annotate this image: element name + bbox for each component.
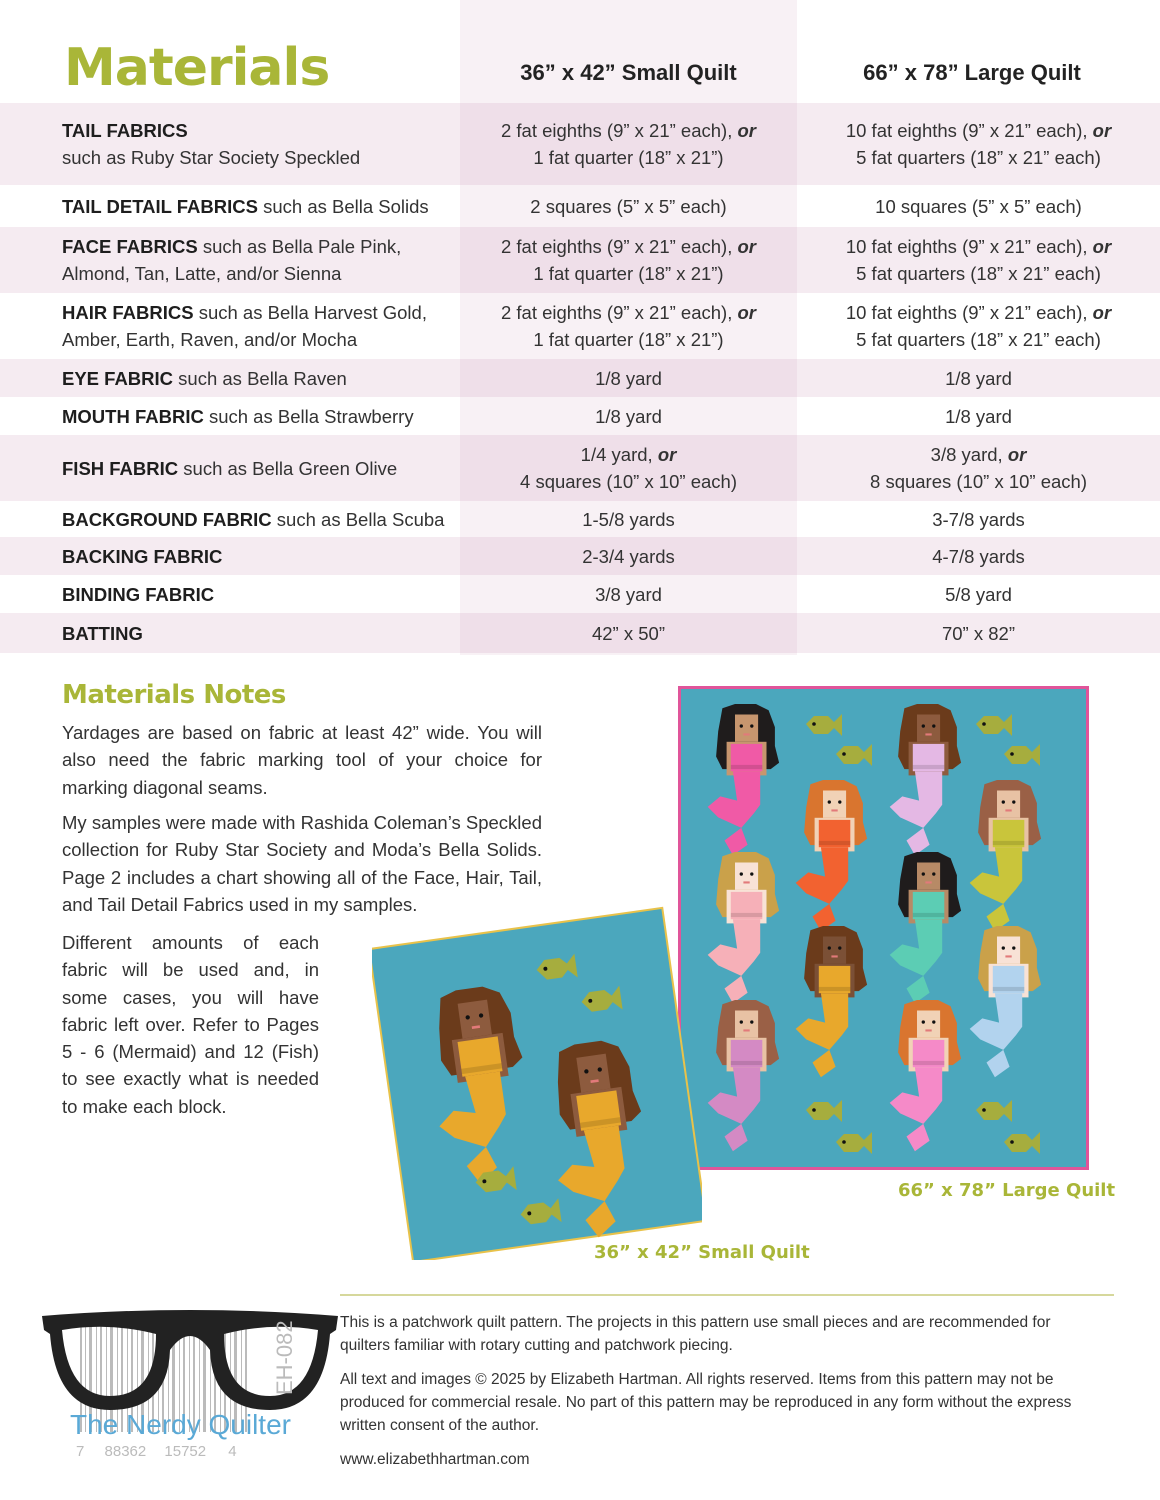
table-row	[0, 185, 1160, 227]
material-name-cell	[0, 620, 460, 647]
amount-text: 2-3/4 yards	[582, 545, 675, 567]
amount-cell-small	[460, 359, 797, 397]
amount-text: 1/8 yard	[595, 405, 662, 427]
material-name: MOUTH FABRIC	[62, 405, 204, 427]
amount-text: 5 fat quarters (18” x 21” each)	[856, 147, 1101, 168]
svg-text:The Nerdy Quilter: The Nerdy Quilter	[70, 1409, 291, 1440]
material-name: BACKGROUND FABRIC	[62, 508, 272, 530]
material-name-cell	[0, 365, 460, 392]
amount-text: 5 fat quarters (18” x 21” each)	[856, 329, 1101, 350]
amount-cell-large	[797, 193, 1160, 220]
footer-copyright: All text and images © 2025 by Elizabeth Hartman. All rights reserved. Items from this pattern may not be produced for commercial resale. No part of this pattern may be reproduced in any form without the express written consent of the author.	[340, 1371, 1072, 1434]
amount-text: 2 squares (5” x 5” each)	[530, 195, 727, 217]
amount-text: 1/8 yard	[945, 367, 1012, 389]
or-text: or	[737, 120, 756, 141]
amount-cell-small	[460, 435, 797, 501]
small-quilt-caption: 36” x 42” Small Quilt	[594, 1242, 810, 1263]
material-name: BACKING FABRIC	[62, 545, 223, 567]
material-name: HAIR FABRICS	[62, 302, 194, 323]
material-name: TAIL DETAIL FABRICS	[62, 195, 258, 217]
footer-url[interactable]: www.elizabethhartman.com	[340, 1451, 530, 1468]
amount-text: 1/8 yard	[595, 367, 662, 389]
amount-cell-large	[797, 403, 1160, 430]
material-name: FISH FABRIC	[62, 457, 179, 479]
amount-cell-large	[797, 299, 1160, 353]
material-name-cell	[0, 117, 460, 171]
amount-text: 3/8 yard,	[930, 444, 1008, 465]
footer-divider	[340, 1294, 1114, 1296]
amount-cell-small	[460, 575, 797, 613]
material-note: such as Bella Green Olive	[178, 457, 398, 479]
materials-table	[0, 103, 1160, 653]
material-note: such as Bella Pale Pink, Almond, Tan, Latte, and/or Sienna	[62, 236, 402, 284]
amount-cell-large	[797, 581, 1160, 608]
material-note: such as Bella Solids	[257, 195, 429, 217]
amount-cell-small	[460, 397, 797, 435]
amount-text: 5 fat quarters (18” x 21” each)	[856, 263, 1101, 284]
notes-paragraph-3: Different amounts of each fabric will be used and, in some cases, you will have fabric left over. Refer to Pages 5 - 6 (Mermaid) and 12 (Fish) to see exactly what is needed to make each block.	[62, 932, 319, 1117]
material-note: such as Ruby Star Society Speckled	[62, 147, 361, 168]
material-note: such as Bella Strawberry	[203, 405, 414, 427]
amount-cell-large	[797, 620, 1160, 647]
amount-cell-small	[460, 227, 797, 293]
material-name-cell	[0, 193, 460, 220]
amount-text: 2 fat eighths (9” x 21” each),	[500, 236, 738, 257]
amount-text: 42” x 50”	[591, 622, 665, 644]
amount-cell-large	[797, 441, 1160, 495]
material-name-cell	[0, 233, 460, 287]
amount-text: 2 fat eighths (9” x 21” each),	[500, 120, 738, 141]
amount-text: 8 squares (10” x 10” each)	[870, 471, 1087, 492]
material-name: BINDING FABRIC	[62, 583, 215, 605]
or-text: or	[657, 444, 677, 465]
notes-paragraph-1: Yardages are based on fabric at least 42” wide. You will also need the fabric marking tool of your choice for marking diagonal seams.	[62, 722, 542, 798]
table-row	[0, 359, 1160, 397]
table-row	[0, 501, 1160, 537]
amount-cell-large	[797, 506, 1160, 533]
large-quilt-image	[678, 686, 1089, 1170]
or-text: or	[1092, 120, 1112, 141]
footer-disclaimer: This is a patchwork quilt pattern. The projects in this pattern use small pieces and are recommended for quilters familiar with rotary cutting and patchwork piecing.	[340, 1314, 1051, 1354]
table-row	[0, 537, 1160, 575]
amount-cell-small	[460, 293, 797, 359]
svg-text:EH-082: EH-082	[272, 1320, 297, 1395]
material-name-cell	[0, 543, 460, 570]
page-title: Materials	[64, 38, 330, 98]
amount-text: 1/8 yard	[945, 405, 1012, 427]
amount-cell-small	[460, 501, 797, 537]
small-quilt-image	[372, 900, 702, 1260]
amount-cell-small	[460, 537, 797, 575]
or-text: or	[1092, 302, 1112, 323]
table-row	[0, 613, 1160, 653]
amount-text: 4-7/8 yards	[932, 545, 1025, 567]
material-name-cell	[0, 299, 460, 353]
amount-cell-large	[797, 117, 1160, 171]
material-note: such as Bella Harvest Gold, Amber, Earth, Raven, and/or Mocha	[62, 302, 427, 350]
table-row	[0, 227, 1160, 293]
amount-text: 70” x 82”	[941, 622, 1015, 644]
amount-cell-small	[460, 103, 797, 185]
material-name-cell	[0, 403, 460, 430]
table-row	[0, 397, 1160, 435]
amount-text: 3-7/8 yards	[932, 508, 1025, 530]
material-name: FACE FABRICS	[62, 236, 198, 257]
large-quilt-caption: 66” x 78” Large Quilt	[898, 1180, 1116, 1201]
or-text: or	[1092, 236, 1112, 257]
or-text: or	[1007, 444, 1027, 465]
amount-text: 2 fat eighths (9” x 21” each),	[500, 302, 738, 323]
material-name-cell	[0, 455, 460, 482]
amount-text: 3/8 yard	[595, 583, 662, 605]
amount-cell-large	[797, 365, 1160, 392]
amount-text: 1 fat quarter (18” x 21”)	[533, 329, 724, 350]
material-name: TAIL FABRICS	[62, 120, 188, 141]
material-note: such as Bella Raven	[173, 367, 347, 389]
amount-text: 1-5/8 yards	[582, 508, 675, 530]
material-name-cell	[0, 506, 460, 533]
table-row	[0, 435, 1160, 501]
amount-cell-small	[460, 613, 797, 653]
column-header-large: 66” x 78” Large Quilt	[863, 60, 1081, 85]
material-name: BATTING	[62, 622, 143, 644]
amount-cell-large	[797, 233, 1160, 287]
amount-text: 5/8 yard	[945, 583, 1012, 605]
svg-text:7 88362 15752: 7 88362 15752 4	[76, 1443, 237, 1460]
amount-cell-small	[460, 185, 797, 227]
table-row	[0, 103, 1160, 185]
amount-text: 1 fat quarter (18” x 21”)	[533, 263, 724, 284]
or-text: or	[737, 236, 756, 257]
amount-text: 10 fat eighths (9” x 21” each),	[845, 120, 1093, 141]
amount-text: 1 fat quarter (18” x 21”)	[533, 147, 724, 168]
amount-text: 10 fat eighths (9” x 21” each),	[845, 236, 1093, 257]
table-row	[0, 575, 1160, 613]
notes-paragraph-2: My samples were made with Rashida Coleman’s Speckled collection for Ruby Star Society and Moda’s Bella Solids. Page 2 includes a chart showing all of the Face, Hair, Tail, and Tail Detail Fabrics used in my samples.	[62, 812, 542, 915]
or-text: or	[737, 302, 756, 323]
material-name: EYE FABRIC	[62, 367, 174, 389]
amount-text: 4 squares (10” x 10” each)	[520, 471, 737, 492]
notes-heading: Materials Notes	[62, 680, 286, 710]
table-row	[0, 293, 1160, 359]
material-name-cell	[0, 581, 460, 608]
amount-cell-large	[797, 543, 1160, 570]
material-note: such as Bella Scuba	[271, 508, 445, 530]
nerdy-quilter-watermark	[40, 1300, 340, 1470]
column-header-small: 36” x 42” Small Quilt	[520, 60, 737, 85]
amount-text: 10 fat eighths (9” x 21” each),	[845, 302, 1093, 323]
amount-text: 1/4 yard,	[580, 444, 658, 465]
amount-text: 10 squares (5” x 5” each)	[875, 195, 1082, 217]
